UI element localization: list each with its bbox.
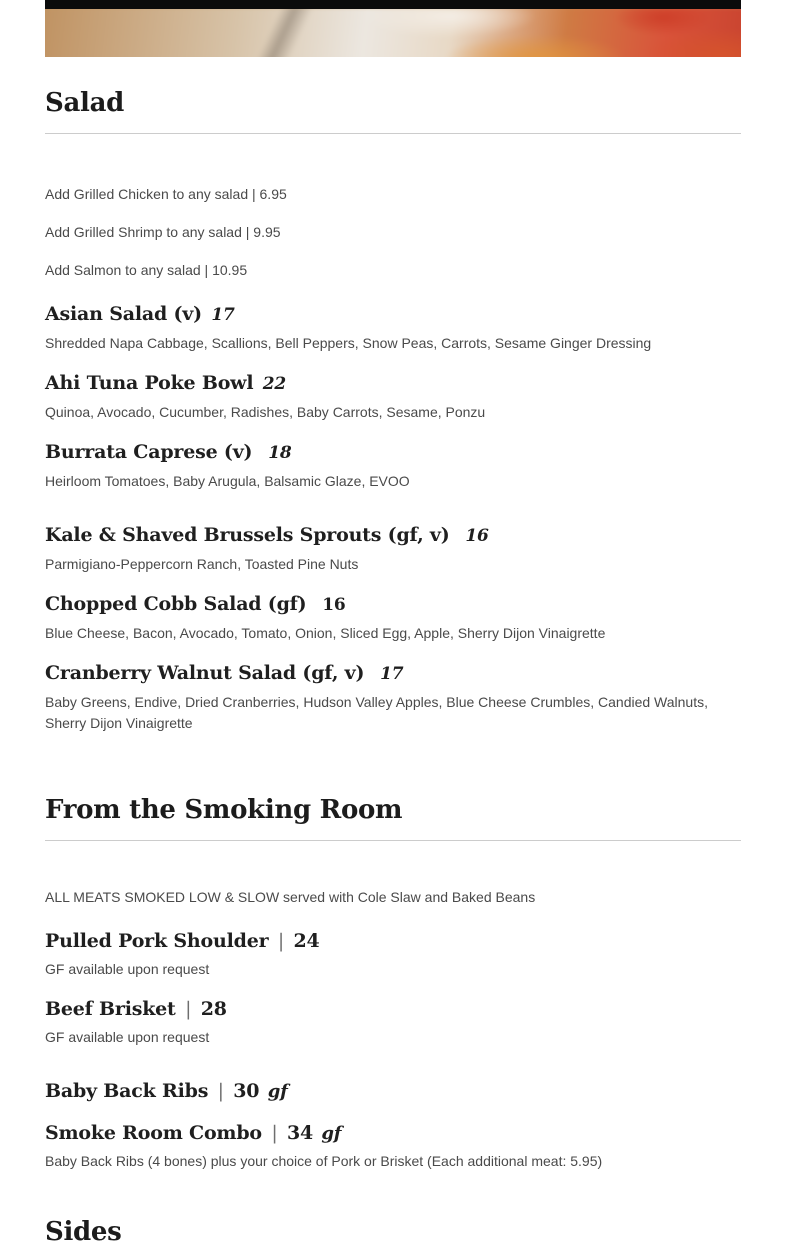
food-photo	[45, 7, 741, 57]
item-title	[45, 440, 741, 466]
menu-item-kale-brussels	[45, 523, 741, 575]
item-description: Quinoa, Avocado, Cucumber, Radishes, Baby Carrots, Sesame, Ponzu	[45, 404, 486, 420]
item-title	[45, 997, 741, 1022]
item-name: Pulled Pork Shoulder	[45, 930, 269, 952]
item-name: Chopped Cobb Salad (gf)	[45, 593, 307, 615]
item-name: Ahi Tuna Poke Bowl	[45, 372, 254, 394]
section-smoking-room	[45, 794, 741, 1172]
next-section-title-clipped: Sides	[45, 1217, 122, 1247]
item-price: 22	[262, 374, 287, 394]
hero-top-bar	[45, 0, 741, 9]
addon-note-chicken: Add Grilled Chicken to any salad | 6.95	[45, 186, 287, 202]
item-description: GF available upon request	[45, 961, 210, 977]
item-price: 18	[268, 443, 292, 463]
menu-item-ahi-tuna-poke-bowl	[45, 371, 741, 423]
item-price: 17	[211, 305, 235, 325]
addon-note-shrimp: Add Grilled Shrimp to any salad | 9.95	[45, 224, 281, 240]
hero-photo	[45, 0, 741, 57]
item-title	[45, 592, 741, 618]
item-name: Burrata Caprese (v)	[45, 441, 253, 463]
item-price: 17	[380, 664, 404, 684]
menu-item-baby-back-ribs	[45, 1079, 741, 1104]
item-price: 30	[233, 1080, 260, 1102]
smoking-room-note: ALL MEATS SMOKED LOW & SLOW served with Cole Slaw and Baked Beans	[45, 889, 536, 905]
item-name: Kale & Shaved Brussels Sprouts (gf, v)	[45, 524, 450, 546]
item-description: Parmigiano-Peppercorn Ranch, Toasted Pine Nuts	[45, 556, 359, 572]
item-price: 16	[322, 595, 346, 615]
item-title	[45, 661, 741, 687]
section-divider	[45, 133, 741, 134]
gf-tag: gf	[321, 1123, 342, 1144]
item-description: Shredded Napa Cabbage, Scallions, Bell Peppers, Snow Peas, Carrots, Sesame Ginger Dressing	[45, 335, 652, 351]
item-price: 34	[286, 1122, 313, 1144]
gf-tag: gf	[267, 1081, 288, 1102]
section-title-salad: Salad	[45, 88, 125, 118]
item-title	[45, 929, 741, 954]
price-separator: |	[277, 930, 285, 952]
menu-item-smoke-room-combo	[45, 1121, 741, 1172]
item-name: Baby Back Ribs	[45, 1080, 209, 1102]
price-separator: |	[271, 1122, 278, 1144]
section-divider	[45, 840, 741, 841]
item-name: Asian Salad (v)	[45, 303, 202, 325]
price-separator: |	[185, 998, 192, 1020]
price-separator: |	[217, 1080, 224, 1102]
menu-item-beef-brisket	[45, 997, 741, 1048]
item-price: 28	[200, 998, 227, 1020]
item-title	[45, 1079, 741, 1104]
menu-item-asian-salad	[45, 302, 741, 354]
item-description: GF available upon request	[45, 1029, 210, 1045]
item-name: Beef Brisket	[45, 998, 176, 1020]
item-name: Cranberry Walnut Salad (gf, v)	[45, 662, 365, 684]
item-price: 16	[465, 526, 489, 546]
item-name: Smoke Room Combo	[45, 1122, 262, 1144]
menu-item-cranberry-walnut	[45, 661, 741, 734]
item-title	[45, 523, 741, 549]
item-price: 24	[293, 930, 320, 952]
section-title-smoking-room: From the Smoking Room	[45, 795, 403, 825]
item-title	[45, 1121, 741, 1146]
addon-note-salmon: Add Salmon to any salad | 10.95	[45, 262, 248, 278]
item-description: Baby Greens, Endive, Dried Cranberries, Hudson Valley Apples, Blue Cheese Crumbles, Candied Walnuts, Sherry Dijon Vinaigrette	[45, 694, 708, 731]
item-description: Heirloom Tomatoes, Baby Arugula, Balsamic Glaze, EVOO	[45, 473, 410, 489]
item-description: Baby Back Ribs (4 bones) plus your choice of Pork or Brisket (Each additional meat: 5.95)	[45, 1153, 603, 1169]
menu-item-pulled-pork	[45, 929, 741, 980]
item-description: Blue Cheese, Bacon, Avocado, Tomato, Onion, Sliced Egg, Apple, Sherry Dijon Vinaigrette	[45, 625, 606, 641]
menu-item-burrata-caprese	[45, 440, 741, 492]
menu-item-chopped-cobb	[45, 592, 741, 644]
item-title	[45, 371, 741, 397]
item-title	[45, 302, 741, 328]
section-salad	[45, 87, 741, 734]
